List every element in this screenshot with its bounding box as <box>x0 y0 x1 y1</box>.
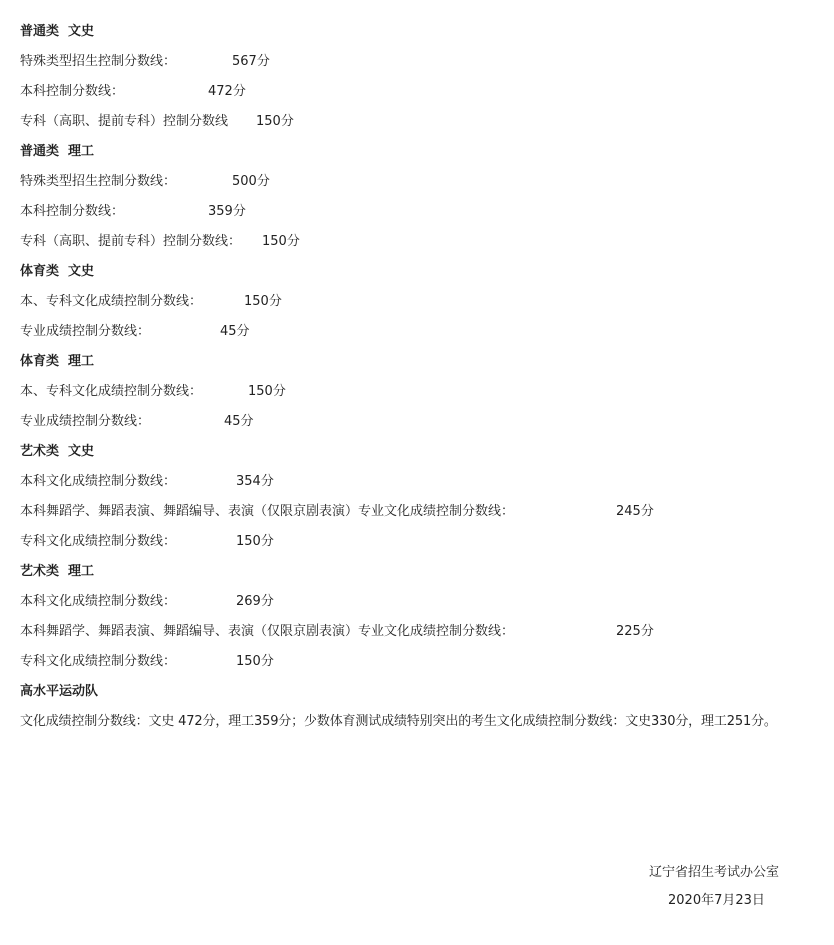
score-line-label: 本科文化成绩控制分数线： <box>20 594 177 609</box>
score-line-label: 本科舞蹈学、舞蹈表演、舞蹈编导、表演（仅限京剧表演）专业文化成绩控制分数线： <box>20 624 515 639</box>
score-line-label: 专科（高职、提前专科）控制分数线： <box>20 234 242 249</box>
score-line-label: 本、专科文化成绩控制分数线： <box>20 294 203 309</box>
category-label: 艺术类 <box>20 564 60 579</box>
score-line-label: 专科（高职、提前专科）控制分数线 <box>20 114 229 129</box>
section-heading <box>20 17 834 47</box>
category-label: 体育类 <box>20 354 60 369</box>
issue-date: 2020年7月23日 <box>668 893 765 908</box>
score-value: 150分 <box>236 654 274 669</box>
score-line <box>20 617 834 647</box>
score-value: 354分 <box>236 474 274 489</box>
score-value: 472分 <box>208 84 246 99</box>
score-line-label: 专业成绩控制分数线： <box>20 324 151 339</box>
section-heading <box>20 437 834 467</box>
score-notice-document <box>20 17 834 737</box>
score-value: 45分 <box>224 414 254 429</box>
track-label: 文史 <box>68 264 95 279</box>
score-line-label: 特殊类型招生控制分数线： <box>20 174 177 189</box>
score-value: 500分 <box>232 174 270 189</box>
score-line-label: 专科文化成绩控制分数线： <box>20 654 177 669</box>
score-line-label: 专业成绩控制分数线： <box>20 414 151 429</box>
category-label: 普通类 <box>20 144 60 159</box>
score-line <box>20 467 834 497</box>
score-line-label: 专科文化成绩控制分数线： <box>20 534 177 549</box>
score-line <box>20 647 834 677</box>
score-line <box>20 227 834 257</box>
athletes-heading: 高水平运动队 <box>20 684 99 699</box>
score-line <box>20 377 834 407</box>
score-value: 359分 <box>208 204 246 219</box>
track-label: 文史 <box>68 24 95 39</box>
section-heading <box>20 347 834 377</box>
score-line <box>20 587 834 617</box>
score-line <box>20 47 834 77</box>
track-label: 理工 <box>68 354 95 369</box>
score-line-label: 本科控制分数线： <box>20 204 125 219</box>
score-value: 269分 <box>236 594 274 609</box>
category-label: 艺术类 <box>20 444 60 459</box>
score-line <box>20 167 834 197</box>
score-value: 150分 <box>236 534 274 549</box>
score-line-label: 本科文化成绩控制分数线： <box>20 474 177 489</box>
score-value: 150分 <box>262 234 300 249</box>
score-line-label: 特殊类型招生控制分数线： <box>20 54 177 69</box>
category-label: 体育类 <box>20 264 60 279</box>
track-label: 文史 <box>68 444 95 459</box>
score-line <box>20 197 834 227</box>
score-value: 245分 <box>616 504 654 519</box>
score-line-label: 本、专科文化成绩控制分数线： <box>20 384 203 399</box>
score-value: 567分 <box>232 54 270 69</box>
score-line-label: 本科舞蹈学、舞蹈表演、舞蹈编导、表演（仅限京剧表演）专业文化成绩控制分数线： <box>20 504 515 519</box>
score-line <box>20 497 834 527</box>
score-line-label: 本科控制分数线： <box>20 84 125 99</box>
score-line <box>20 407 834 437</box>
score-line <box>20 527 834 557</box>
score-value: 150分 <box>256 114 294 129</box>
athletes-score-text: 文化成绩控制分数线：文史 472分，理工359分；少数体育测试成绩特别突出的考生文化成绩控制分数线：文史330分，理工251分。 <box>20 714 777 729</box>
track-label: 理工 <box>68 564 95 579</box>
score-value: 150分 <box>244 294 282 309</box>
issuer-office: 辽宁省招生考试办公室 <box>649 865 780 880</box>
section-heading <box>20 557 834 587</box>
score-line <box>20 107 834 137</box>
score-line <box>20 77 834 107</box>
score-value: 225分 <box>616 624 654 639</box>
score-line <box>20 317 834 347</box>
score-value: 150分 <box>248 384 286 399</box>
score-value: 45分 <box>220 324 250 339</box>
track-label: 理工 <box>68 144 95 159</box>
section-heading <box>20 137 834 167</box>
section-heading <box>20 257 834 287</box>
score-line <box>20 287 834 317</box>
category-label: 普通类 <box>20 24 60 39</box>
